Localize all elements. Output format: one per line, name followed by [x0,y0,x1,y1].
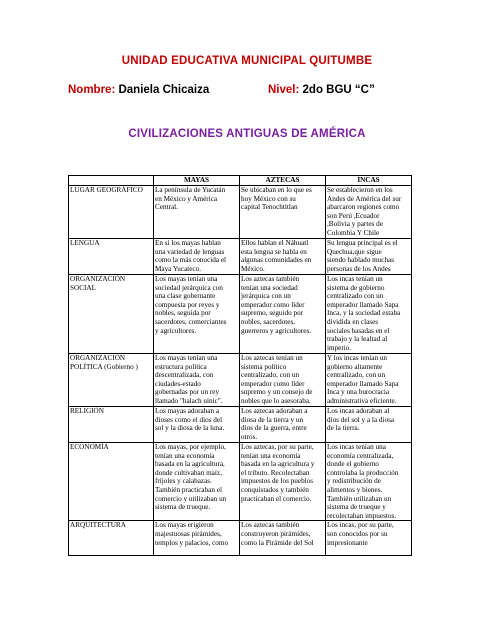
table-cell: Los mayas tenían una estructura política descentralizada, con ciudades-estado gobernadas por un rey llamado "halach uinic". [154,354,240,407]
level-label: Nivel: [268,84,300,96]
table-row [69,239,412,275]
row-label: ORGANIZACIÓN POLÍTICA (Gobierno ) [69,354,154,407]
level-field [268,84,375,96]
row-label: RELIGIÓN [69,407,154,443]
document-title: CIVILIZACIONES ANTIGUAS DE AMÉRICA [128,128,366,140]
table-row [69,521,412,556]
student-info [68,84,428,96]
level-value: 2do BGU “C” [302,84,375,96]
column-header: INCAS [326,176,412,186]
name-value: Daniela Chicaiza [118,84,210,96]
table-cell: Los aztecas también construyeron pirámides, como la Pirámide del Sol [240,521,326,556]
table-cell: Su lengua principal es el Quechua,que sigue siendo hablado muchas personas de los Andes [326,239,412,275]
column-header: MAYAS [154,176,240,186]
civilizations-table [68,175,412,556]
table-cell: Los aztecas también tenían una sociedad jerárquica con un emperador como líder supremo, seguido por nobles, sacerdotes, guerreros y agricultores. [240,275,326,354]
table-header-row [69,176,412,186]
table-cell: La península de Yucatán en México y América Central. [154,186,240,239]
table-cell: Los mayas erigieron majestuosas pirámides, templos y palacios, como [154,521,240,556]
table-row [69,407,412,443]
table-cell: Los aztecas tenían un sistema político centralizado, con un emperador como líder supremo y un consejo de nobles que lo asesoraba. [240,354,326,407]
table-cell: Se establecieron en los Andes de América del sur abarcaron regiones como son Perú ,Ecuador ,Bolivia y partes de Colombia Y Chile [326,186,412,239]
table-row [69,186,412,239]
column-header [69,176,154,186]
table-cell: Y los incas tenían un gobierno altamente centralizado, con un emperador llamado Sapa Inca y una burocracia administrativa eficiente. [326,354,412,407]
name-label: Nombre: [68,84,116,96]
name-field [68,84,209,96]
school-name: UNIDAD EDUCATIVA MUNICIPAL QUITUMBE [121,55,373,67]
table-row [69,275,412,354]
table-cell: En si los mayas hablan una variedad de lenguas como la más conocida el Maya Yucateco. [154,239,240,275]
table-cell: Ellos hablan el Náhuatl esta lengua se habla en algunas comunidades en México. [240,239,326,275]
table-cell: Los incas tenían una economía centralizada, donde el gobierno controlaba la producción y redistribución de alimentos y bienes. También utilizaban un sistema de trueque y recolectaban impuestos. [326,443,412,521]
row-label: ORGANIZACIÓN SOCIAL [69,275,154,354]
table-row [69,443,412,521]
column-header: AZTECAS [240,176,326,186]
table-cell: Los incas, por su parte, son conocidos por su impresionante [326,521,412,556]
table-cell: Los mayas, por ejemplo, tenían una economía basada en la agricultura, donde cultivaban maíz, frijoles y calabazas. También practicaban el comercio y utilizaban un sistema de trueque. [154,443,240,521]
table-cell: Los aztecas adoraban a diosa de la tierra y un dios de la guerra, entre otros. [240,407,326,443]
table-cell: Los aztecas, por su parte, tenían una economía basada en la agricultura y el tributo. Recolectaban impuestos de los pueblos conquistados y también practicaban el comercio. [240,443,326,521]
table-cell: Los incas adoraban al dios del sol y a la diosa de la tierra. [326,407,412,443]
row-label: ARQUITECTURA [69,521,154,556]
table-cell: Los incas tenían un sistema de gobierno centralizado con un emperador llamado Sapa Inca, y la sociedad estaba dividida en clases sociales basadas en el trabajo y la lealtad al imperio. [326,275,412,354]
table-cell: Se ubicaban en lo que es hoy México con su capital Tenochtitlan [240,186,326,239]
row-label: LENGUA [69,239,154,275]
table-cell: Los mayas adoraban a dioses como el dios del sol y la diosa de la luna. [154,407,240,443]
table-row [69,354,412,407]
table-cell: Los mayas tenían una sociedad jerárquica con una clase gobernante compuesta por reyes y nobles, seguida por sacerdotes, comerciantes y agricultores. [154,275,240,354]
row-label: LUGAR GEOGRÁFICO [69,186,154,239]
row-label: ECONOMÍA [69,443,154,521]
